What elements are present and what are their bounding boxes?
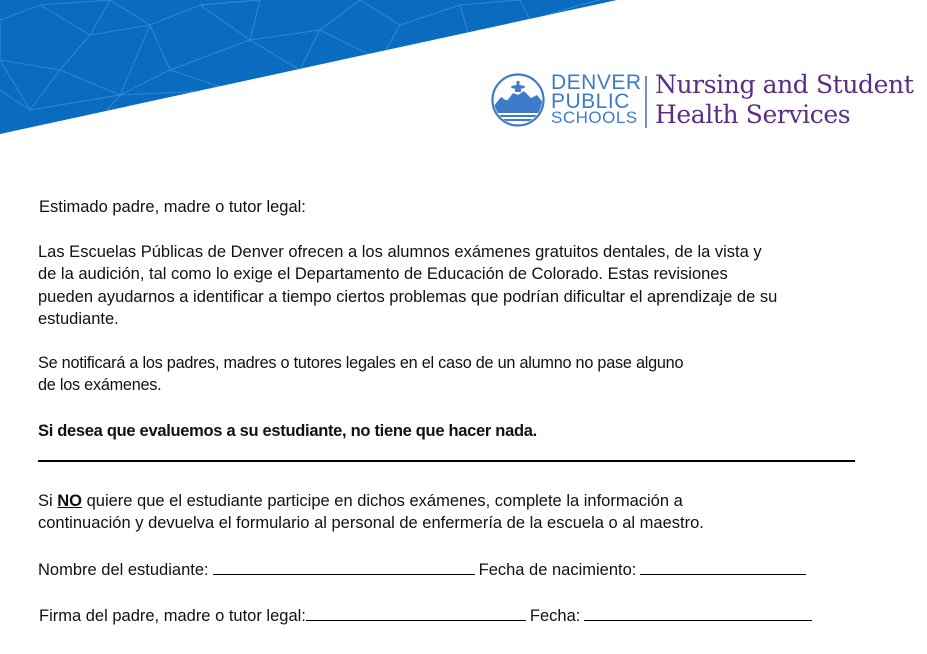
paragraph-line: de la audición, tal como lo exige el Departamento de Educación de Colorado. Estas revisiones [38, 265, 728, 284]
paragraph-line: pueden ayudarnos a identificar a tiempo ciertos problemas que podrían dificultar el aprendizaje de su [38, 287, 778, 306]
student-info-row [38, 558, 810, 581]
salutation: Estimado padre, madre o tutor legal: [39, 198, 306, 216]
student-name-label: Nombre del estudiante: [38, 561, 209, 579]
org-name-line-3: SCHOOLS [551, 107, 638, 127]
date-label: Fecha: [529, 607, 581, 625]
parent-signature-field[interactable] [306, 604, 526, 621]
department-line-2: Health Services [655, 100, 851, 129]
bold-statement: Si desea que evaluemos a su estudiante, no tiene que hacer nada. [38, 422, 537, 440]
date-field[interactable] [584, 604, 812, 621]
logo-separator [645, 76, 647, 128]
department-line-1: Nursing and Student [655, 70, 914, 99]
org-name-line-1: DENVER [551, 71, 642, 95]
birth-date-label: Fecha de nacimiento: [478, 561, 637, 579]
paragraph-notification [38, 352, 683, 397]
birth-date-field[interactable] [640, 558, 806, 575]
signature-row [39, 604, 816, 627]
paragraph-line: estudiante. [38, 310, 119, 329]
student-name-field[interactable] [213, 558, 475, 575]
paragraph-screenings [38, 241, 777, 331]
paragraph-line: Se notificará a los padres, madres o tutores legales en el caso de un alumno no pase alguno [38, 354, 684, 372]
org-name-line-2: PUBLIC [551, 89, 630, 113]
paragraph-opt-out [38, 490, 704, 535]
opt-out-emphasis: NO [57, 492, 83, 510]
denver-city-seal-icon [491, 73, 545, 127]
opt-out-prefix: Si [38, 492, 58, 510]
paragraph-line: Las Escuelas Públicas de Denver ofrecen a los alumnos exámenes gratuitos dentales, de la vista y [38, 243, 762, 261]
paragraph-line [38, 490, 704, 512]
dps-logo [491, 73, 642, 127]
opt-out-suffix: quiere que el estudiante participe en dichos exámenes, complete la información a [82, 492, 683, 510]
paragraph-line: de los exámenes. [38, 376, 162, 395]
dps-wordmark [551, 71, 642, 127]
parent-signature-label: Firma del padre, madre o tutor legal: [39, 607, 306, 625]
divider-rule [38, 460, 855, 462]
department-name [655, 70, 913, 130]
paragraph-line: continuación y devuelva el formulario al personal de enfermería de la escuela o al maestro. [38, 514, 704, 533]
